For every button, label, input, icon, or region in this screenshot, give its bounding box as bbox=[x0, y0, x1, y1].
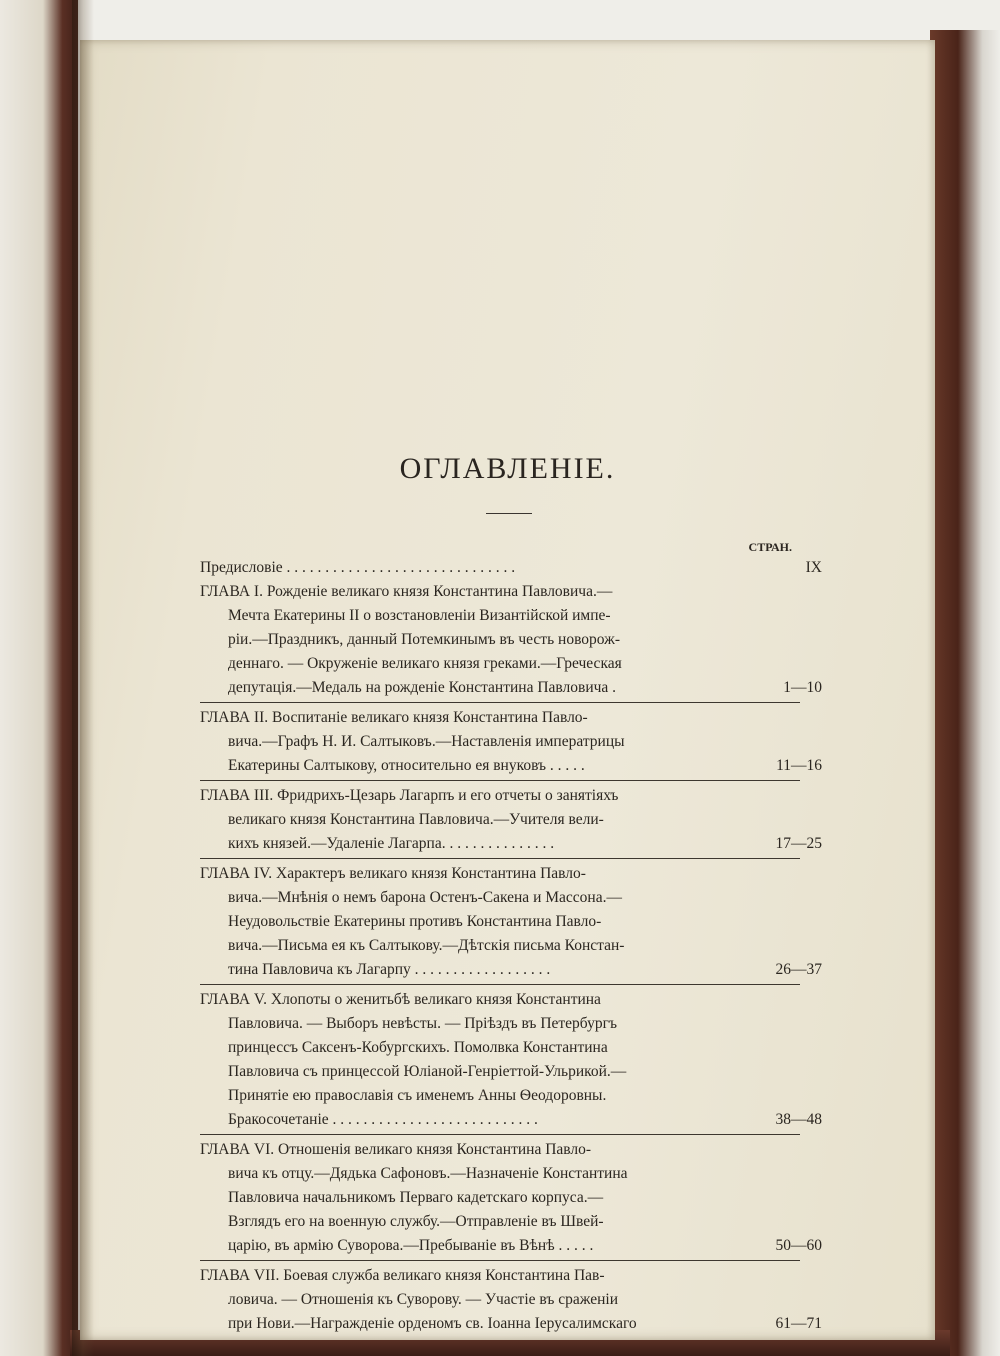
entry-divider bbox=[200, 984, 800, 985]
toc-entry-pages: 50—60 bbox=[775, 1237, 822, 1254]
toc-entry-pages: 11—16 bbox=[776, 757, 822, 774]
toc-entry-line: Павловича съ принцессой Юліаной-Генріеттой-Ульрикой.— bbox=[228, 1063, 627, 1080]
entry-divider bbox=[200, 1134, 800, 1135]
toc-entry-line: деннаго. — Окруженіе великаго князя греками.—Греческая bbox=[228, 655, 622, 672]
toc-entry-pages: IX bbox=[805, 559, 822, 576]
book-page bbox=[80, 40, 935, 1340]
toc-entry-line: ГЛАВА VI. Отношенія великаго князя Константина Павло- bbox=[200, 1141, 592, 1158]
toc-entry-line: Екатерины Салтыкову, относительно ея внуковъ . . . . . bbox=[228, 757, 585, 774]
toc-entry-pages: 26—37 bbox=[775, 961, 822, 978]
gutter-shadow bbox=[72, 0, 94, 1356]
toc-entry-pages: 61—71 bbox=[775, 1315, 822, 1332]
toc-entry-line: ГЛАВА II. Воспитаніе великаго князя Константина Павло- bbox=[200, 709, 588, 726]
toc-entry-line: ріи.—Праздникъ, данный Потемкинымъ въ честь новорож- bbox=[228, 631, 621, 648]
toc-entry-line: вича.—Графъ Н. И. Салтыковъ.—Наставленія императрицы bbox=[228, 733, 625, 750]
toc-entry-line: Павловича. — Выборъ невѣсты. — Пріѣздъ въ Петербургъ bbox=[228, 1015, 617, 1032]
toc-entry-line: Взглядъ его на военную службу.—Отправленіе въ Швей- bbox=[228, 1213, 604, 1230]
toc-entry-pages: 17—25 bbox=[775, 835, 822, 852]
toc-entry-line: ГЛАВА I. Рожденіе великаго князя Константина Павловича.— bbox=[200, 583, 613, 600]
toc-entry-pages: 38—48 bbox=[775, 1111, 822, 1128]
toc-entry-pages: 1—10 bbox=[783, 679, 822, 696]
toc-entry-line: ловича. — Отношенія къ Суворову. — Участіе въ сраженіи bbox=[228, 1291, 619, 1308]
toc-entry-line: тина Павловича къ Лагарпу . . . . . . . . . . . . . . . . . . bbox=[228, 961, 551, 978]
page-text bbox=[80, 40, 935, 1340]
toc-entry-line: принцессъ Саксенъ-Кобургскихъ. Помолвка Константина bbox=[228, 1039, 608, 1056]
toc-entry-line: ГЛАВА IV. Характеръ великаго князя Константина Павло- bbox=[200, 865, 586, 882]
toc-entry-line: Бракосочетаніе . . . . . . . . . . . . . . . . . . . . . . . . . . . bbox=[228, 1111, 538, 1128]
entry-divider bbox=[200, 702, 800, 703]
toc-entry-line: ГЛАВА VII. Боевая служба великаго князя Константина Пав- bbox=[200, 1267, 605, 1284]
toc-entry-line: Мечта Екатерины II о возстановленіи Византійской импе- bbox=[228, 607, 611, 624]
toc-entry-line: при Нови.—Награжденіе орденомъ св. Іоанна Іерусалимскаго bbox=[228, 1315, 637, 1332]
toc-entry-line: ГЛАВА V. Хлопоты о женитьбѣ великаго князя Константина bbox=[200, 991, 601, 1008]
toc-entry-line: Предисловіе . . . . . . . . . . . . . . . . . . . . . . . . . . . . . . bbox=[200, 559, 516, 576]
book-cover-right bbox=[930, 30, 1000, 1356]
toc-entry-line: кихъ князей.—Удаленіе Лагарпа. . . . . . . . . . . . . . . bbox=[228, 835, 555, 852]
toc-entry-line: депутація.—Медаль на рожденіе Константина Павловича . bbox=[228, 679, 617, 696]
page-column-label: СТРАН. bbox=[748, 540, 792, 554]
book-cover-left bbox=[0, 0, 78, 1356]
toc-entry-line: Неудовольствіе Екатерины противъ Константина Павло- bbox=[228, 913, 602, 930]
toc-entry-line: ГЛАВА III. Фридрихъ-Цезарь Лагарпъ и его отчеты о занятіяхъ bbox=[200, 787, 619, 804]
toc-entry-line: вича къ отцу.—Дядька Сафоновъ.—Назначеніе Константина bbox=[228, 1165, 628, 1182]
entry-divider bbox=[200, 780, 800, 781]
toc-entry-line: Павловича начальникомъ Перваго кадетскаго корпуса.— bbox=[228, 1189, 604, 1206]
toc-entry-line: Принятіе ею православія съ именемъ Анны Ѳеодоровны. bbox=[228, 1087, 607, 1104]
entry-divider bbox=[200, 1260, 800, 1261]
toc-entry-line: царію, въ армію Суворова.—Пребываніе въ Вѣнѣ . . . . . bbox=[228, 1237, 594, 1254]
title-rule bbox=[486, 513, 532, 514]
toc-entry-line: вича.—Письма ея къ Салтыкову.—Дѣтскія письма Констан- bbox=[228, 937, 625, 954]
page-title: ОГЛАВЛЕНІЕ. bbox=[399, 452, 616, 485]
toc-entry-line: великаго князя Константина Павловича.—Учителя вели- bbox=[228, 811, 604, 828]
entry-divider bbox=[200, 858, 800, 859]
toc-entry-line: вича.—Мнѣнія о немъ барона Остенъ-Сакена и Массона.— bbox=[228, 889, 622, 906]
